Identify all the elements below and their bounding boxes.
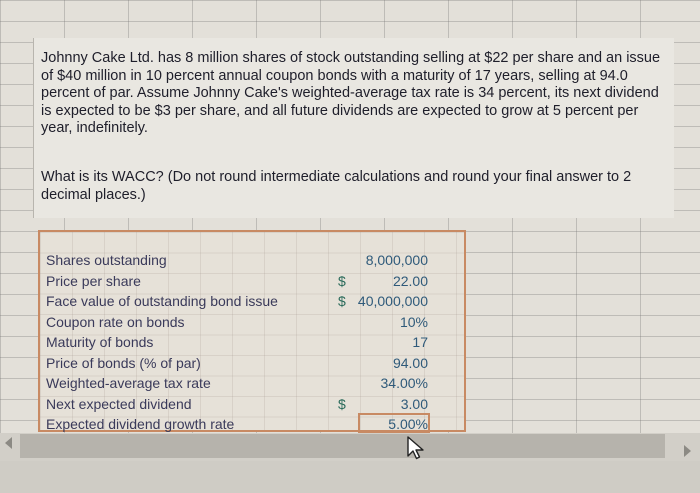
scrollbar-thumb[interactable] bbox=[20, 434, 665, 458]
row-currency: $ bbox=[338, 395, 346, 412]
question-panel bbox=[33, 38, 674, 218]
row-label: Maturity of bonds bbox=[46, 334, 154, 350]
table-row[interactable] bbox=[40, 394, 464, 414]
row-label: Price per share bbox=[46, 272, 141, 289]
row-value: 34.00% bbox=[380, 375, 428, 391]
question-prompt: What is its WACC? (Do not round intermediate calculations and round your final answer to 2 decimal places.) bbox=[41, 169, 632, 203]
table-row[interactable] bbox=[40, 414, 464, 434]
bottom-strip bbox=[0, 461, 700, 493]
row-value: 40,000,000 bbox=[357, 293, 428, 309]
chevron-left-icon[interactable] bbox=[5, 437, 12, 449]
row-label: Expected dividend growth rate bbox=[46, 416, 235, 432]
row-value: 3.00 bbox=[400, 395, 428, 412]
row-value: 17 bbox=[412, 334, 428, 350]
row-label: Shares outstanding bbox=[46, 252, 167, 268]
row-label: Price of bonds (% of par) bbox=[46, 354, 201, 371]
table-row[interactable] bbox=[40, 250, 464, 270]
row-value: 10% bbox=[399, 313, 428, 330]
row-value: 94.00 bbox=[392, 354, 428, 371]
row-value: 5.00% bbox=[388, 416, 428, 432]
data-table bbox=[38, 230, 466, 432]
chevron-right-icon[interactable] bbox=[684, 445, 691, 457]
mouse-pointer-icon bbox=[405, 435, 427, 461]
table-row[interactable] bbox=[40, 312, 464, 332]
selected-cell-outline bbox=[358, 413, 430, 433]
table-row[interactable] bbox=[40, 353, 464, 373]
question-paragraph: Johnny Cake Ltd. has 8 million shares of stock outstanding selling at $22 per share and an issue of $40 million in 10 percent annual coupon bonds with a maturity of 17 years, selling at 94.0 percent of par. Assume Johnny Cake's weighted-average tax rate is 34 percent, its next dividend is expected to be $3 per share, and all future dividends are expected to grow at 5 percent per year, indefinitely. bbox=[41, 50, 661, 136]
table-row[interactable] bbox=[40, 271, 464, 291]
row-value: 22.00 bbox=[392, 272, 428, 289]
row-label: Next expected dividend bbox=[46, 395, 192, 412]
row-currency: $ bbox=[338, 272, 346, 289]
table-row[interactable] bbox=[40, 291, 464, 311]
row-label: Coupon rate on bonds bbox=[46, 313, 185, 330]
table-row[interactable] bbox=[40, 373, 464, 393]
row-currency: $ bbox=[338, 293, 346, 309]
table-row[interactable] bbox=[40, 332, 464, 352]
row-value: 8,000,000 bbox=[365, 252, 428, 268]
row-label: Face value of outstanding bond issue bbox=[46, 293, 278, 309]
row-label: Weighted-average tax rate bbox=[46, 375, 211, 391]
